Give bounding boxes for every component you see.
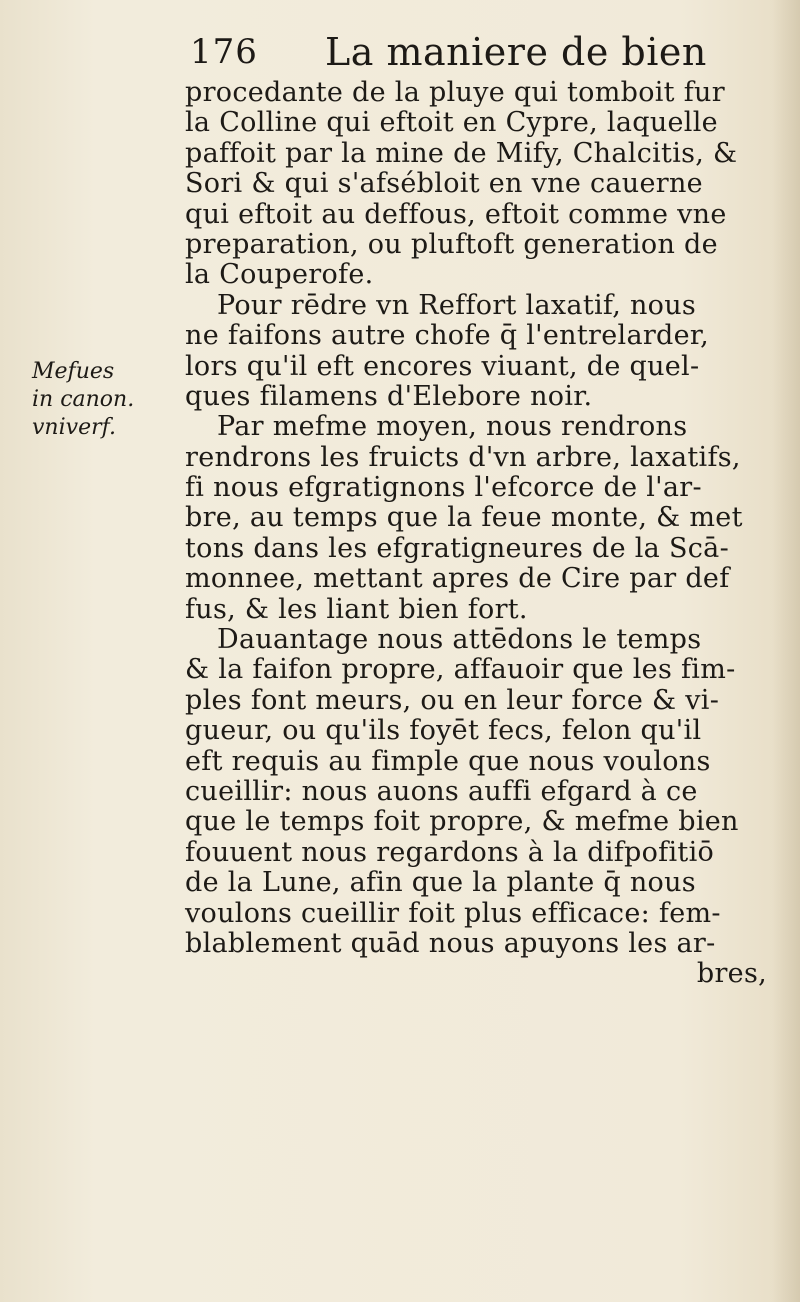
text-line: voulons cueillir foit plus efficace: fem- [185, 897, 721, 929]
text-line: Sori & qui s'afsébloit en vne cauerne [185, 168, 703, 200]
text-line: que le temps foit propre, & mefme bien [185, 806, 739, 838]
text-line: la Colline qui eftoit en Cypre, laquelle [185, 107, 718, 139]
text-line: qui eftoit au deffous, eftoit comme vne [185, 198, 727, 230]
text-line: gueur, ou qu'ils foyēt fecs, felon qu'il [185, 715, 702, 747]
text-line: cueillir: nous auons auffi efgard à ce [185, 775, 698, 807]
text-line: ples font meurs, ou en leur force & vi- [185, 684, 720, 716]
text-line: & la faifon propre, affauoir que les fim- [185, 654, 736, 686]
text-line: blablement quād nous apuyons les ar- [185, 927, 716, 959]
text-line: tons dans les efgratigneures de la Scā- [185, 532, 730, 564]
page-number: 176 [190, 32, 258, 72]
text-line: eft requis au fimple que nous voulons [185, 745, 711, 777]
margin-note-line: Mefues [32, 359, 115, 384]
paragraph-start-line: Dauantage nous attēdons le temps [217, 624, 702, 656]
catchword: bres, [696, 958, 767, 990]
text-line: bre, au temps que la feue monte, & met [185, 502, 743, 534]
text-line: rendrons les fruicts d'vn arbre, laxatifs, [185, 441, 741, 473]
body-text [185, 78, 775, 990]
text-line: la Couperofe. [185, 259, 374, 291]
text-line: fus, & les liant bien fort. [185, 593, 528, 625]
margin-note-line: vniverf. [32, 415, 116, 440]
margin-note-line: in canon. [32, 387, 135, 412]
text-line: fi nous efgratignons l'efcorce de l'ar- [185, 472, 702, 504]
page-edge-shadow [772, 0, 800, 1302]
text-line: paffoit par la mine de Mify, Chalcitis, & [185, 137, 738, 169]
text-line: fouuent nous regardons à la difpofitiō [185, 836, 715, 868]
paragraph-start-line: Par mefme moyen, nous rendrons [217, 411, 688, 443]
page-header [0, 18, 800, 78]
running-title: La maniere de bien [325, 30, 707, 74]
text-line: monnee, mettant apres de Cire par def [185, 563, 730, 595]
paragraph-start-line: Pour rēdre vn Reffort laxatif, nous [217, 289, 697, 321]
text-line: lors qu'il eft encores viuant, de quel- [185, 350, 700, 382]
margin-note [32, 358, 182, 442]
text-line: procedante de la pluye qui tomboit fur [185, 77, 725, 108]
text-line: de la Lune, afin que la plante q̄ nous [185, 867, 696, 899]
text-line: ques filamens d'Elebore noir. [185, 380, 593, 412]
text-line: ne faifons autre chofe q̄ l'entrelarder, [185, 320, 710, 352]
text-line: preparation, ou pluftoft generation de [185, 228, 718, 260]
